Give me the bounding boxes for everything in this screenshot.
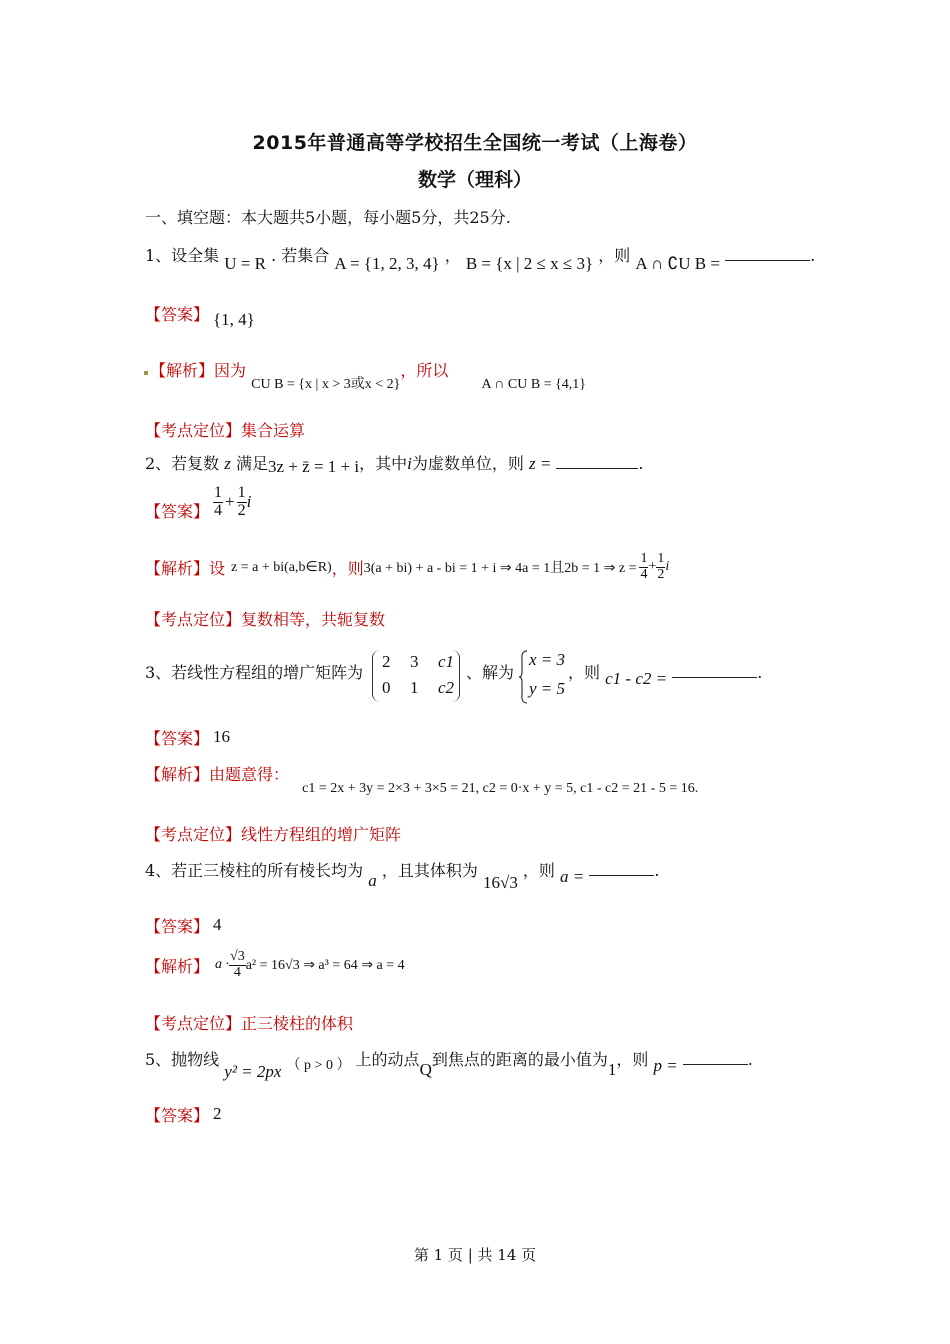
q5-min: 1: [607, 1060, 617, 1079]
page-subtitle: 数学（理科）: [417, 169, 532, 191]
question-2: [145, 451, 643, 474]
q4-analysis-frac: $\frac{√3}{4}$: [230, 949, 245, 980]
q3-line-end: [568, 660, 763, 688]
q4-analysis: [145, 950, 405, 980]
q3-m11: 2: [382, 652, 391, 671]
q2-mid3: 为虚数单位，则: [411, 454, 524, 473]
q1-analysis-math2: A ∩ CU B = {4,1}: [481, 377, 587, 392]
q1-mid1: . 若集合: [271, 246, 330, 265]
q3-sol1: x = 3: [529, 650, 566, 669]
q3-m12: 3: [409, 652, 419, 671]
q4-blank: [589, 875, 654, 876]
q2-analysis-tag: 【解析】: [145, 558, 210, 578]
q3-expr: c1 - c2 =: [605, 669, 668, 688]
q2-mid2: ，其中: [359, 454, 408, 473]
q4-mid2: ，则: [522, 861, 555, 880]
q4-mid1: ，且其体积为: [381, 861, 478, 880]
q1-keypoint-tag: 【考点定位】: [145, 421, 242, 440]
q2-answer-tag: 【答案】: [145, 502, 210, 521]
question-5: [145, 1047, 753, 1081]
q4-analysis-a: a ·: [215, 957, 230, 973]
q2-end: .: [638, 454, 644, 473]
q5-mid3: ，则: [616, 1050, 649, 1069]
q4-keypoint: [145, 1011, 353, 1034]
q3-matrix-row2: [382, 678, 454, 698]
q3-mid2: ，则: [568, 663, 601, 682]
q3-analysis-math1: c1 = 2x + 3y = 2×3 + 3×5 = 21, c2 = 0·x + y = 5, c1 - c2 = 21 - 5 = 16.: [302, 781, 699, 796]
q3-mid1: 、解为: [466, 663, 515, 682]
q2-analysis-math1: z = a + bi(a,b∈R): [231, 559, 332, 575]
q2-prefix: 2、若复数: [145, 454, 220, 473]
page-title: 2015年普通高等学校招生全国统一考试（上海卷）: [252, 132, 698, 154]
q4-expr: a =: [560, 867, 585, 886]
q3-brace: [518, 650, 528, 704]
q1-set-b: B = {x | 2 ≤ x ≤ 3}: [465, 254, 594, 273]
q5-condition: （ p > 0 ）: [286, 1058, 351, 1073]
q5-equation: y² = 2px: [224, 1062, 282, 1081]
q2-blank: [556, 468, 638, 469]
margin-marker: [144, 371, 148, 375]
q4-keypoint-text: 正三棱柱的体积: [241, 1014, 354, 1033]
q2-equation: 3z + z̄ = 1 + i: [268, 457, 360, 476]
q1-end: .: [810, 246, 816, 265]
q5-expr: p =: [653, 1056, 678, 1075]
page-footer: 第 1 页 | 共 14 页: [413, 1246, 537, 1264]
q2-analysis-frac2: $\frac{1}{2}$: [657, 551, 665, 582]
q3-matrix-row1: [382, 652, 454, 672]
q1-answer: {1, 4}: [213, 310, 255, 329]
q3-blank: [672, 677, 757, 678]
q5-blank: [683, 1064, 748, 1065]
q1-answer-tag: 【答案】: [145, 305, 210, 324]
q1-universe: U = R: [224, 254, 266, 273]
q1-set-a: A = {1, 2, 3, 4}: [334, 254, 440, 273]
q1-keypoint: [145, 418, 305, 441]
question-1: [145, 243, 816, 273]
q4-keypoint-tag: 【考点定位】: [145, 1014, 242, 1033]
q1-analysis-math1: CU B = {x | x > 3或x < 2}: [251, 377, 401, 392]
q3-answer: 16: [213, 727, 230, 746]
question-4: [145, 858, 660, 892]
q5-answer-tag: 【答案】: [145, 1106, 210, 1125]
q3-end: .: [757, 663, 763, 682]
q2-analysis-text2: ，则: [331, 558, 364, 578]
q2-analysis-math2: 3(a + bi) + a - bi = 1 + i ⇒ 4a = 1且2b = 1 ⇒ z =: [363, 561, 637, 577]
q1-analysis-tag: 【解析】: [150, 361, 215, 380]
q1-comma2: ，则: [598, 246, 631, 265]
q3-keypoint-text: 线性方程组的增广矩阵: [241, 825, 402, 844]
q3-sol2: y = 5: [529, 679, 566, 698]
q3-analysis-text1: 由题意得：: [209, 765, 290, 784]
q2-mid1: 满足: [236, 454, 269, 473]
q1-comma1: ，: [444, 246, 461, 265]
q2-answer: [213, 485, 251, 520]
q1-blank: [725, 260, 810, 261]
q3-m21: 0: [382, 678, 391, 697]
q2-z-eq: z =: [528, 454, 552, 473]
q4-analysis-tag: 【解析】: [145, 956, 210, 976]
q2-var: z: [224, 454, 231, 473]
section-heading: 一、填空题：本大题共5小题，每小题5分，共25分.: [145, 208, 511, 227]
q5-mid1: 上的动点: [355, 1050, 420, 1069]
q3-answer-tag: 【答案】: [145, 729, 210, 748]
q2-keypoint-text: 复数相等，共轭复数: [241, 610, 386, 629]
q2-analysis-i: i: [665, 559, 670, 575]
q2-analysis: [145, 552, 669, 582]
q2-i: i: [407, 454, 412, 473]
q3-m13: c1: [437, 652, 454, 671]
q3-m23: c2: [437, 678, 454, 697]
q4-answer: 4: [213, 915, 222, 934]
q4-analysis-math1: a² = 16√3 ⇒ a³ = 64 ⇒ a = 4: [245, 957, 405, 973]
q1-keypoint-text: 集合运算: [241, 421, 306, 440]
q5-point: Q: [419, 1060, 432, 1079]
q5-end: .: [747, 1050, 753, 1069]
q1-expr: A ∩ ∁U B =: [635, 254, 720, 273]
q4-volume: 16√3: [482, 873, 518, 892]
q4-prefix: 4、若正三棱柱的所有棱长均为: [145, 861, 364, 880]
q1-analysis-text2: ，所以: [400, 361, 449, 380]
q3-keypoint: [145, 822, 401, 845]
q4-var: a: [368, 871, 377, 890]
q2-analysis-frac1: $\frac{1}{4}$: [640, 551, 648, 582]
q2-answer-frac2: $\frac{1}{2}$: [237, 484, 246, 519]
q4-end: .: [654, 861, 660, 880]
q3-analysis: [145, 762, 699, 796]
q4-answer-tag: 【答案】: [145, 917, 210, 936]
q1-analysis-text1: 因为: [214, 361, 247, 380]
q3-analysis-tag: 【解析】: [145, 765, 210, 784]
q2-answer-plus: +: [225, 492, 235, 512]
q5-mid2: 到焦点的距离的最小值为: [431, 1050, 608, 1069]
q3-keypoint-tag: 【考点定位】: [145, 825, 242, 844]
q5-answer: 2: [213, 1104, 222, 1123]
q5-prefix: 5、抛物线: [145, 1050, 220, 1069]
q1-prefix: 1、设全集: [145, 246, 220, 265]
q2-analysis-plus: +: [648, 559, 657, 575]
q2-analysis-text1: 设: [209, 558, 226, 578]
q2-keypoint: [145, 607, 385, 630]
q1-analysis: [150, 358, 587, 392]
q3-prefix: 3、若线性方程组的增广矩阵为: [145, 663, 364, 682]
q2-answer-frac1: $\frac{1}{4}$: [214, 484, 222, 519]
q2-keypoint-tag: 【考点定位】: [145, 610, 242, 629]
q3-m22: 1: [409, 678, 419, 697]
q2-answer-i: i: [246, 492, 252, 512]
